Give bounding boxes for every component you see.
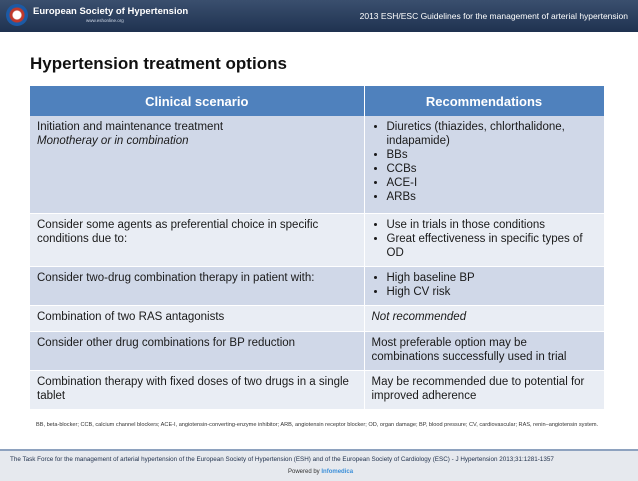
list-item: • ACE-I [387,176,597,190]
recommendation-text: Not recommended [371,310,467,323]
list-item: • ARBs [387,190,597,204]
treatment-options-table [30,86,605,410]
table-header-row [30,86,604,116]
recommendation-list [372,120,597,204]
table-row [30,370,604,409]
list-item: • CCBs [387,162,597,176]
recommendation-cell [364,370,604,409]
scenario-cell [30,266,364,305]
table-row [30,213,604,266]
powered-by-brand: Infomedica [321,469,354,475]
powered-by-label: Powered by [288,469,320,475]
recommendation-cell [364,116,604,213]
table-row [30,305,604,331]
recommendation-text: May be recommended due to potential for improved adherence [371,375,585,402]
scenario-text: Consider some agents as preferential choice in specific conditions due to: [37,218,319,245]
list-item: • Diuretics (thiazides, chlorthalidone, indapamide) [387,120,597,148]
list-item: • High CV risk [387,285,597,299]
footer-bar [0,449,638,481]
list-item: • High baseline BP [387,271,597,285]
recommendation-text: Most preferable option may be combinations successfully used in trial [371,336,567,363]
recommendation-cell [364,305,604,331]
scenario-cell [30,331,364,370]
recommendation-cell [364,213,604,266]
scenario-cell [30,370,364,409]
scenario-cell [30,116,364,213]
citation-text: The Task Force for the management of arterial hypertension of the European Society of Hypertension (ESH) and of the European Society of Cardiology (ESC) - J Hypertension 2013;31:1281-1357 [10,456,554,463]
scenario-cell [30,213,364,266]
powered-by [288,469,353,475]
top-banner [0,0,638,32]
scenario-text: Consider two-drug combination therapy in patient with: [37,271,315,284]
recommendation-list [372,218,597,260]
table-row [30,266,604,305]
brand-name: European Society of Hypertension [33,6,189,17]
slide-title: Hypertension treatment options [30,54,287,73]
column-header-clinical-scenario: Clinical scenario [30,86,364,116]
esh-logo-icon [6,4,28,26]
list-item: • Great effectiveness in specific types of OD [387,232,597,260]
table-row [30,116,604,213]
abbreviations-note: BB, beta-blocker; CCB, calcium channel blockers; ACE-I, angiotensin-converting-enzyme inhibitor; ARB, angiotensin receptor blocker; OD, organ damage; BP, blood pressure; CV, cardiovascular; RAS, renin–angiotensin system. [36,422,599,428]
list-item: • Use in trials in those conditions [387,218,597,232]
scenario-note: Monotheray or in combination [37,135,189,147]
scenario-text: Combination therapy with fixed doses of two drugs in a single tablet [37,375,349,402]
list-item: • BBs [387,148,597,162]
guideline-title: 2013 ESH/ESC Guidelines for the management of arterial hypertension [359,11,628,21]
column-header-recommendations: Recommendations [364,86,604,116]
scenario-text: Initiation and maintenance treatment [37,121,224,133]
recommendation-list [372,271,597,299]
recommendation-cell [364,331,604,370]
scenario-cell [30,305,364,331]
recommendation-cell [364,266,604,305]
table-row [30,331,604,370]
scenario-text: Consider other drug combinations for BP reduction [37,336,296,349]
scenario-text: Combination of two RAS antagonists [37,310,225,323]
brand-website: www.eshonline.org [86,18,124,23]
